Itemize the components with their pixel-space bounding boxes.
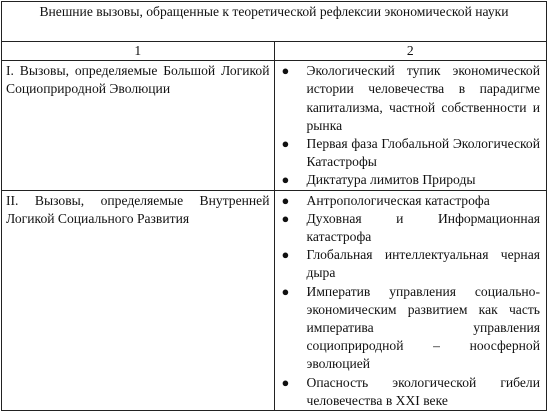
column-number-row <box>2 42 547 61</box>
category-cell: I. Вызовы, определяемые Большой Логикой Социоприродной Эволюции <box>2 61 275 190</box>
list-item <box>279 171 541 189</box>
category-cell: II. Вызовы, определяемые Внутренней Логикой Социального Развития <box>2 190 275 410</box>
items-cell <box>274 190 547 410</box>
list-item-text: Духовная и Информационная катастрофа <box>306 210 540 245</box>
bullet-icon: ● <box>281 136 290 152</box>
table-title: Внешние вызовы, обращенные к теоретической рефлексии экономической науки <box>2 2 547 42</box>
bullet-icon: ● <box>281 247 290 263</box>
bullet-icon: ● <box>281 172 290 188</box>
column-number-1: 1 <box>2 42 275 61</box>
bullet-icon: ● <box>281 192 290 208</box>
list-item <box>279 192 541 210</box>
list-item <box>279 135 541 171</box>
bullet-icon: ● <box>281 374 290 390</box>
list-item-text: Императив управления социально-экономическим развитием как часть императива управления социоприродной – ноосферной эволюцией <box>306 283 540 372</box>
list-item <box>279 210 541 246</box>
list-item-text: Первая фаза Глобальной Экологической Катастрофы <box>306 136 540 170</box>
bullet-icon: ● <box>281 210 290 226</box>
list-item-text: Глобальная интеллектуальная черная дыра <box>306 247 540 281</box>
list-item-text: Диктатура лимитов Природы <box>306 172 476 188</box>
list-item-text: Экологический тупик экономической истории человечества в парадигме капитализма, частной собственности и рынка <box>306 63 540 133</box>
challenge-list <box>279 192 541 410</box>
list-item <box>279 246 541 282</box>
list-item-text: Опасность экологической гибели человечества в XXI веке <box>306 374 540 408</box>
bullet-icon: ● <box>281 283 290 299</box>
list-item <box>279 62 541 135</box>
list-item <box>279 283 541 374</box>
list-item-text: Антропологическая катастрофа <box>306 192 490 208</box>
bullet-icon: ● <box>281 63 290 79</box>
table-row <box>2 61 547 190</box>
items-cell <box>274 61 547 190</box>
table-row <box>2 190 547 410</box>
table-title-row <box>2 2 547 42</box>
challenges-table <box>1 1 547 411</box>
column-number-2: 2 <box>274 42 547 61</box>
challenge-list <box>279 62 541 189</box>
list-item <box>279 374 541 410</box>
